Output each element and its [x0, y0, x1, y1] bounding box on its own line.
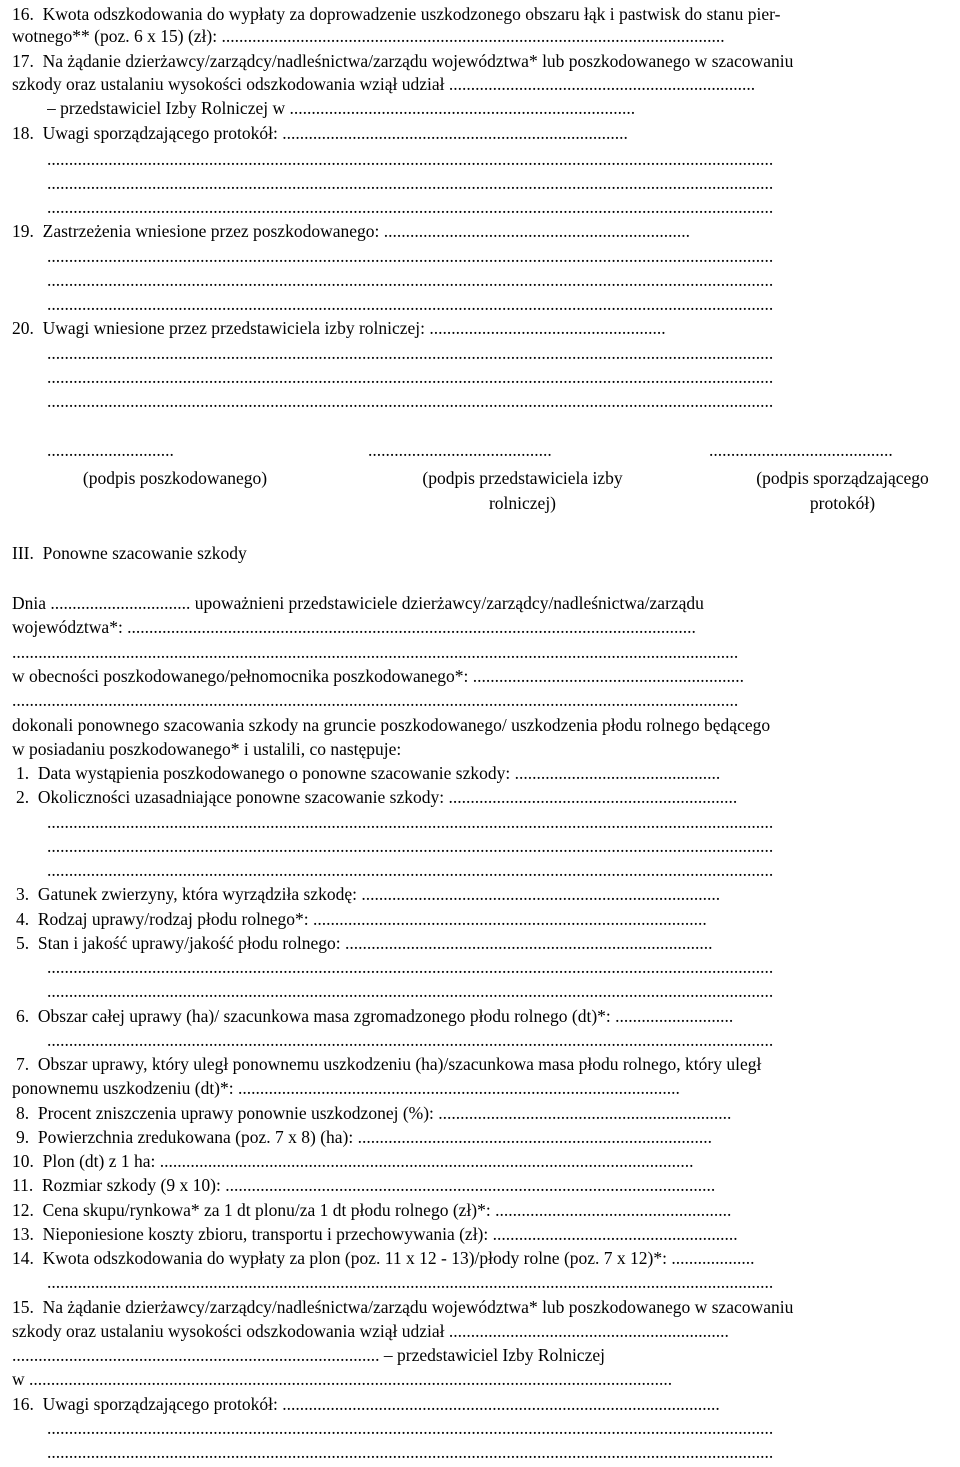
s3-item-8: 8. Procent zniszczenia uprawy ponownie uszkodzonej (%): ...................................................................: [16, 1103, 732, 1123]
dots-line: ......................................................................................................................................................................: [47, 1030, 774, 1050]
signature-line-mid: ..........................................: [368, 440, 552, 460]
dots-line: ......................................................................................................................................................................: [47, 1418, 774, 1438]
signature-line-left: .............................: [47, 440, 174, 460]
signature-label-izba-2: rolniczej): [488, 493, 557, 513]
s3-item-15-line-2: szkody oraz ustalaniu wysokości odszkodowania wziął udział ................................................................: [12, 1321, 729, 1341]
dots-line: ......................................................................................................................................................................: [47, 367, 774, 387]
dots-line: ......................................................................................................................................................................: [12, 690, 739, 710]
s3-item-12: 12. Cena skupu/rynkowa* za 1 dt plonu/za 1 dt płodu rolnego (zł)*: ......................................................: [12, 1200, 732, 1220]
s3-item-6: 6. Obszar całej uprawy (ha)/ szacunkowa masa zgromadzonego płodu rolnego (dt)*: ...........................: [16, 1006, 734, 1026]
s3-line-dnia: Dnia ................................ upoważnieni przedstawiciele dzierżawcy/zarządcy/nadleśnictwa/zarządu: [12, 593, 704, 613]
s3-line-wojewodztwa: województwa*: ..................................................................................................................................: [12, 617, 696, 637]
s3-item-14: 14. Kwota odszkodowania do wypłaty za plon (poz. 11 x 12 - 13)/płody rolne (poz. 7 x 12)*: ...................: [12, 1248, 755, 1268]
s3-item-13: 13. Nieponiesione koszty zbioru, transportu i przechowywania (zł): ........................................................: [12, 1224, 738, 1244]
dots-line: ......................................................................................................................................................................: [47, 343, 774, 363]
dots-line: ......................................................................................................................................................................: [47, 812, 774, 832]
dots-line: ......................................................................................................................................................................: [47, 149, 774, 169]
dots-line: ......................................................................................................................................................................: [47, 981, 774, 1001]
signature-label-sporzadzajacy: (podpis sporządzającego: [756, 468, 929, 488]
dots-line: ......................................................................................................................................................................: [47, 294, 774, 314]
s3-item-1: 1. Data wystąpienia poszkodowanego o ponowne szacowanie szkody: ...............................................: [16, 763, 721, 783]
s3-item-15-line-4: w ...................................................................................................................................................: [12, 1369, 673, 1389]
signature-label-izba: (podpis przedstawiciela izby: [422, 468, 623, 488]
s3-item-7-line-1: 7. Obszar uprawy, który uległ ponownemu uszkodzeniu (ha)/szacunkowa masa płodu rolnego, który uległ: [16, 1054, 762, 1074]
s3-item-10: 10. Plon (dt) z 1 ha: ..........................................................................................................................: [12, 1151, 694, 1171]
s3-item-9: 9. Powierzchnia zredukowana (poz. 7 x 8) (ha): .................................................................................: [16, 1127, 712, 1147]
s3-item-7-line-2: ponownemu uszkodzeniu (dt)*: .....................................................................................................: [12, 1078, 680, 1098]
section-heading: III. Ponowne szacowanie szkody: [12, 543, 247, 563]
dots-line: ......................................................................................................................................................................: [47, 173, 774, 193]
dots-line: ......................................................................................................................................................................: [47, 197, 774, 217]
dots-line: ......................................................................................................................................................................: [47, 1442, 774, 1462]
s3-item-5: 5. Stan i jakość uprawy/jakość płodu rolnego: ....................................................................................: [16, 933, 713, 953]
item-17-line-1: 17. Na żądanie dzierżawcy/zarządcy/nadleśnictwa/zarządu województwa* lub poszkodowanego w szacowaniu: [12, 51, 794, 71]
dots-line: ......................................................................................................................................................................: [47, 391, 774, 411]
s3-item-3: 3. Gatunek zwierzyny, która wyrządziła szkodę: ..................................................................................: [16, 884, 721, 904]
s3-item-15-line-3: .................................................................................... – przedstawiciel Izby Rolniczej: [12, 1345, 605, 1365]
dots-line: ......................................................................................................................................................................: [47, 246, 774, 266]
item-19: 19. Zastrzeżenia wniesione przez poszkodowanego: ......................................................................: [12, 221, 690, 241]
item-20: 20. Uwagi wniesione przez przedstawiciela izby rolniczej: ......................................................: [12, 318, 666, 338]
item-16-line-1: 16. Kwota odszkodowania do wypłaty za doprowadzenie uszkodzonego obszaru łąk i pastwisk do stanu pier-: [12, 4, 781, 24]
s3-item-11: 11. Rozmiar szkody (9 x 10): ................................................................................................................: [12, 1175, 716, 1195]
item-17-line-2: szkody oraz ustalaniu wysokości odszkodowania wziął udział ......................................................................: [12, 74, 756, 94]
signature-line-right: ..........................................: [709, 440, 893, 460]
signature-label-poszkodowany: (podpis poszkodowanego): [82, 468, 268, 488]
s3-item-2: 2. Okoliczności uzasadniające ponowne szacowanie szkody: ..................................................................: [16, 787, 738, 807]
s3-line-posiadanie: w posiadaniu poszkodowanego* i ustalili, co następuje:: [12, 739, 402, 759]
s3-item-4: 4. Rodzaj uprawy/rodzaj płodu rolnego*: ..........................................................................................: [16, 909, 707, 929]
item-17-line-3: – przedstawiciel Izby Rolniczej w ...............................................................................: [47, 98, 636, 118]
dots-line: ......................................................................................................................................................................: [47, 957, 774, 977]
s3-line-dokonali: dokonali ponownego szacowania szkody na gruncie poszkodowanego/ uszkodzenia płodu rolnego będącego: [12, 715, 771, 735]
item-16-line-2: wotnego** (poz. 6 x 15) (zł): ...................................................................................................................: [12, 26, 725, 46]
dots-line: ......................................................................................................................................................................: [47, 270, 774, 290]
s3-item-15-line-1: 15. Na żądanie dzierżawcy/zarządcy/nadleśnictwa/zarządu województwa* lub poszkodowanego w szacowaniu: [12, 1297, 794, 1317]
signature-label-sporzadzajacy-2: protokół): [809, 493, 876, 513]
s3-item-16: 16. Uwagi sporządzającego protokół: ....................................................................................................: [12, 1394, 720, 1414]
dots-line: ......................................................................................................................................................................: [47, 860, 774, 880]
dots-line: ......................................................................................................................................................................: [47, 1272, 774, 1292]
dots-line: ......................................................................................................................................................................: [12, 642, 739, 662]
s3-line-obecnosc: w obecności poszkodowanego/pełnomocnika poszkodowanego*: ..............................................................: [12, 666, 744, 686]
item-18: 18. Uwagi sporządzającego protokół: ...............................................................................: [12, 123, 628, 143]
dots-line: ......................................................................................................................................................................: [47, 836, 774, 856]
